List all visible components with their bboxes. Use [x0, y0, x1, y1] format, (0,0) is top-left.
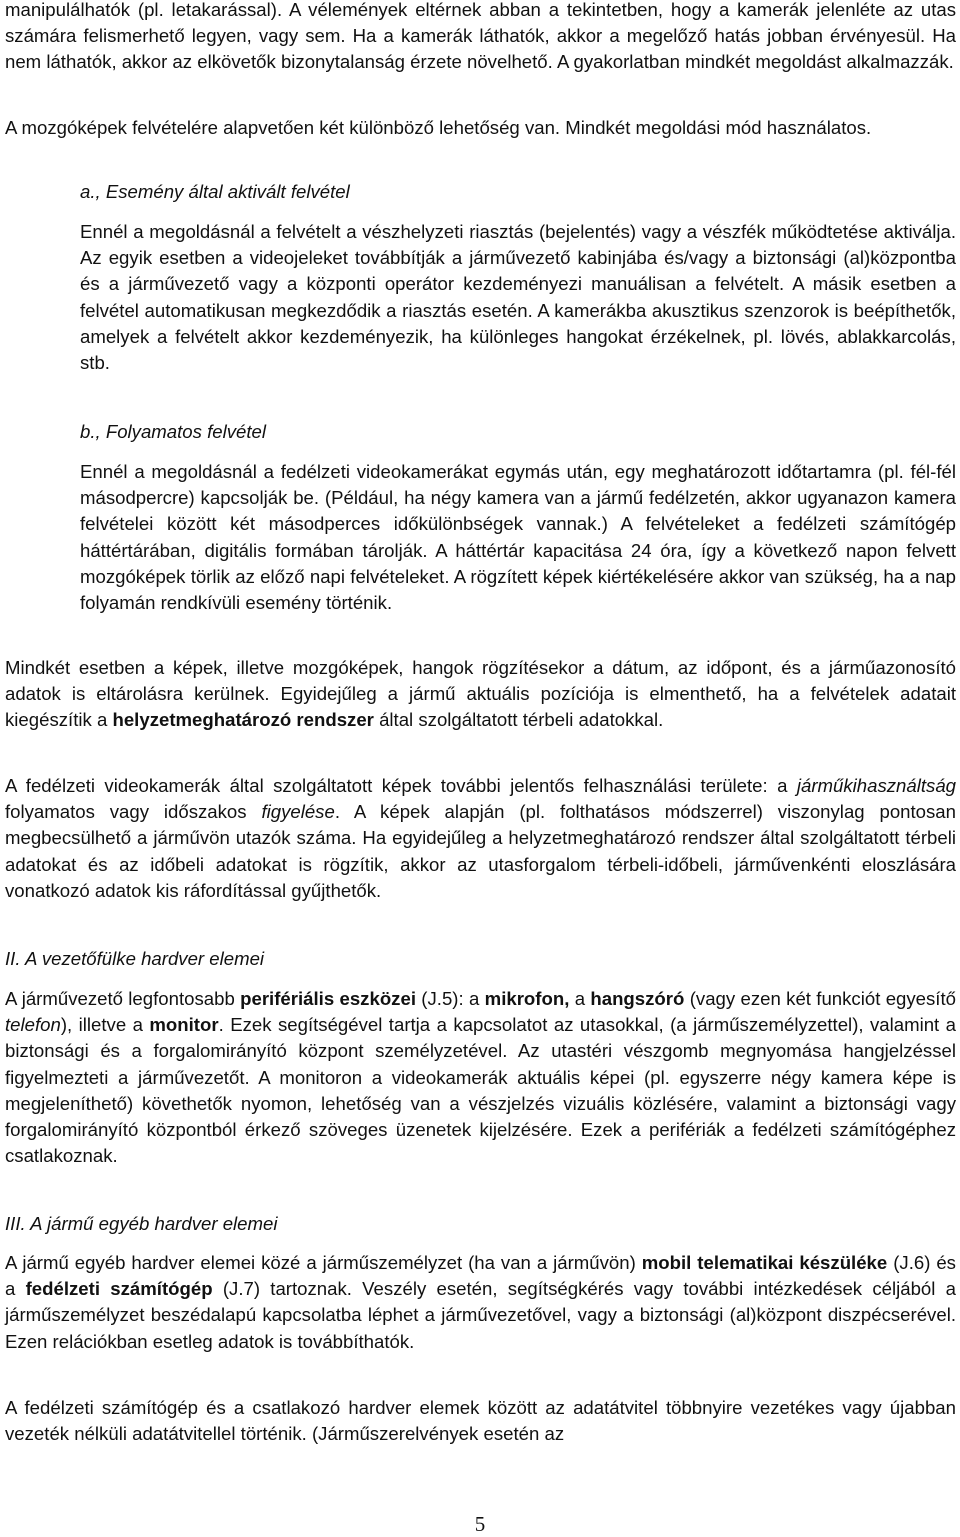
text-run: ), illetve a — [60, 1014, 150, 1036]
section-b-heading: b., Folyamatos felvétel — [80, 421, 267, 442]
section-ii-text — [5, 986, 956, 1169]
italic-term: járműkihasználtság — [796, 775, 956, 796]
section-a-heading: a., Esemény által aktivált felvétel — [80, 181, 350, 202]
bold-term: monitor — [149, 1014, 219, 1036]
bold-term: mikrofon, — [484, 988, 570, 1009]
text-run: . A képek alapján (pl. folthatásos módszerrel) viszonylag pontosan megbecsülhető a járművön utazók száma. Ha egyidejűleg a helyzetmeghatározó rendszer által szolgáltatott térbeli adatokat és az időbeli adatokat is rögzítik, akkor az utasforgalom térbeli-időbeli, járművenkénti eloszlására vonatkozó adatok kis ráfordítással gyűjthetők. — [5, 801, 956, 901]
italic-term: telefon — [5, 1014, 61, 1036]
text-run: folyamatos vagy időszakos — [5, 801, 262, 823]
section-a-text: Ennél a megoldásnál a felvételt a vészhelyzeti riasztás (bejelentés) vagy a vészfék működtetése aktiválja. Az egyik esetben a videojeleket továbbítják a járművezető kabinjába és/vagy a biztonsági (al)központba és a járművezető vagy a központi operátor kezdeményezi manuálisan a felvételt. A másik esetben a felvétel automatikusan megkezdődik a riasztás esetén. A kamerákba akusztikus szenzorok is beépíthetők, amelyek a felvételt akkor kezdeményezik, ha különleges hangokat érzékelnek, pl. lövés, ablakkarcolás, stb. — [80, 221, 956, 374]
text-run: a — [569, 988, 591, 1009]
bold-term: fedélzeti számítógép — [25, 1278, 213, 1300]
bold-term: mobil telematikai készüléke — [641, 1252, 888, 1273]
paragraph-cameras-visibility: manipulálhatók (pl. letakarással). A vélemények eltérnek abban a tekintetben, hogy a kamerák jelenléte az utas számára felismerhető legyen, vagy sem. Ha a kamerák láthatók, akkor a megelőző hatás jobban érvényesül. Ha nem láthatók, akkor az elkövetők bizonytalanság érzete növelhető. A gyakorlatban mindkét megoldást alkalmazzák. — [5, 0, 956, 73]
text-run: (J.5): a — [415, 988, 485, 1009]
text-run: . Ezek segítségével tartja a kapcsolatot az utasokkal, (a járműszemélyzettel), valamint a biztonsági és a forgalomirányító központ személyzetével. Az utastéri vészgomb megnyomása hangjelzéssel figyelmezteti a járművezetőt. A monitoron a videokamerák aktuális képei (pl. egyszerre négy kamera képe is megjeleníthető) követhetők nyomon, lehetőség van a vészjelzés vizuális közlésére, valamint a biztonsági vagy forgalomirányító központból érkező szöveges üzenetek kijelzésére. Ezek a perifériák a fedélzeti számítógéphez csatlakoznak. — [5, 1014, 957, 1167]
bold-term: hangszóró — [590, 988, 685, 1009]
italic-term: figyelése — [261, 801, 335, 823]
paragraph-both-cases — [5, 655, 956, 734]
section-b-text: Ennél a megoldásnál a fedélzeti videokamerákat egymás után, egy meghatározott időtartamra (pl. fél-fél másodpercre) kapcsolják be. (Például, ha négy kamera van a jármű fedélzetén, akkor ugyanazon kamera felvételei között két másodperces időkülönbségek vannak.) A felvételeket a fedélzeti számítógép háttértárában, digitális formában tárolják. A háttértár kapacitása 24 óra, így a következő napon felvett mozgóképek törlik az előző napi felvételeket. A rögzített képek kiértékelésére akkor van szükség, ha a nap folyamán rendkívüli esemény történik. — [80, 461, 956, 614]
bold-term-positioning-system: helyzetmeghatározó rendszer — [112, 709, 374, 731]
text-run: (J.7) tartoznak. Veszély esetén, segítségkérés vagy további intézkedések céljából a járműszemélyzet beszédalapú kapcsolatba léphet a járművezetővel, vagy a biztonsági (al)központ diszpécserével. Ezen relációkban esetleg adatok is továbbíthatók. — [5, 1278, 957, 1352]
text-run: A fedélzeti videokamerák által szolgáltatott képek további jelentős felhasználási területe: a — [5, 775, 797, 796]
page-number: 5 — [474, 1512, 486, 1536]
text-run: A jármű egyéb hardver elemei közé a járműszemélyzet (ha van a járművön) — [5, 1252, 642, 1273]
paragraph-vehicle-utilization — [5, 773, 956, 904]
paragraph-recording-options: A mozgóképek felvételére alapvetően két különböző lehetőség van. Mindkét megoldási mód használatos. — [5, 117, 872, 138]
text-run: (vagy ezen két funkciót egyesítő — [684, 988, 956, 1009]
text-run: által szolgáltatott térbeli adatokkal. — [373, 709, 664, 731]
text-run: Mindkét esetben a képek, illetve mozgóképek, hangok rögzítésekor a dátum, az időpont, és a járműazonosító adatok is eltárolásra kerülnek. Egyidejűleg a jármű aktuális pozíciója is elmenthető, ha a felvételek adatait kiegészítik a — [5, 657, 956, 731]
section-ii-heading: II. A vezetőfülke hardver elemei — [5, 948, 265, 969]
text-run: A járművezető legfontosabb — [5, 988, 241, 1009]
paragraph-data-transfer: A fedélzeti számítógép és a csatlakozó hardver elemek között az adatátvitel többnyire vezetékes vagy újabban vezeték nélküli adatátvitellel történik. (Járműszerelvények esetén az — [5, 1397, 956, 1445]
section-iii-heading: III. A jármű egyéb hardver elemei — [5, 1213, 278, 1234]
section-iii-text — [5, 1250, 956, 1355]
bold-term: perifériális eszközei — [240, 988, 416, 1009]
text-run: (J.6) és a — [5, 1252, 956, 1300]
